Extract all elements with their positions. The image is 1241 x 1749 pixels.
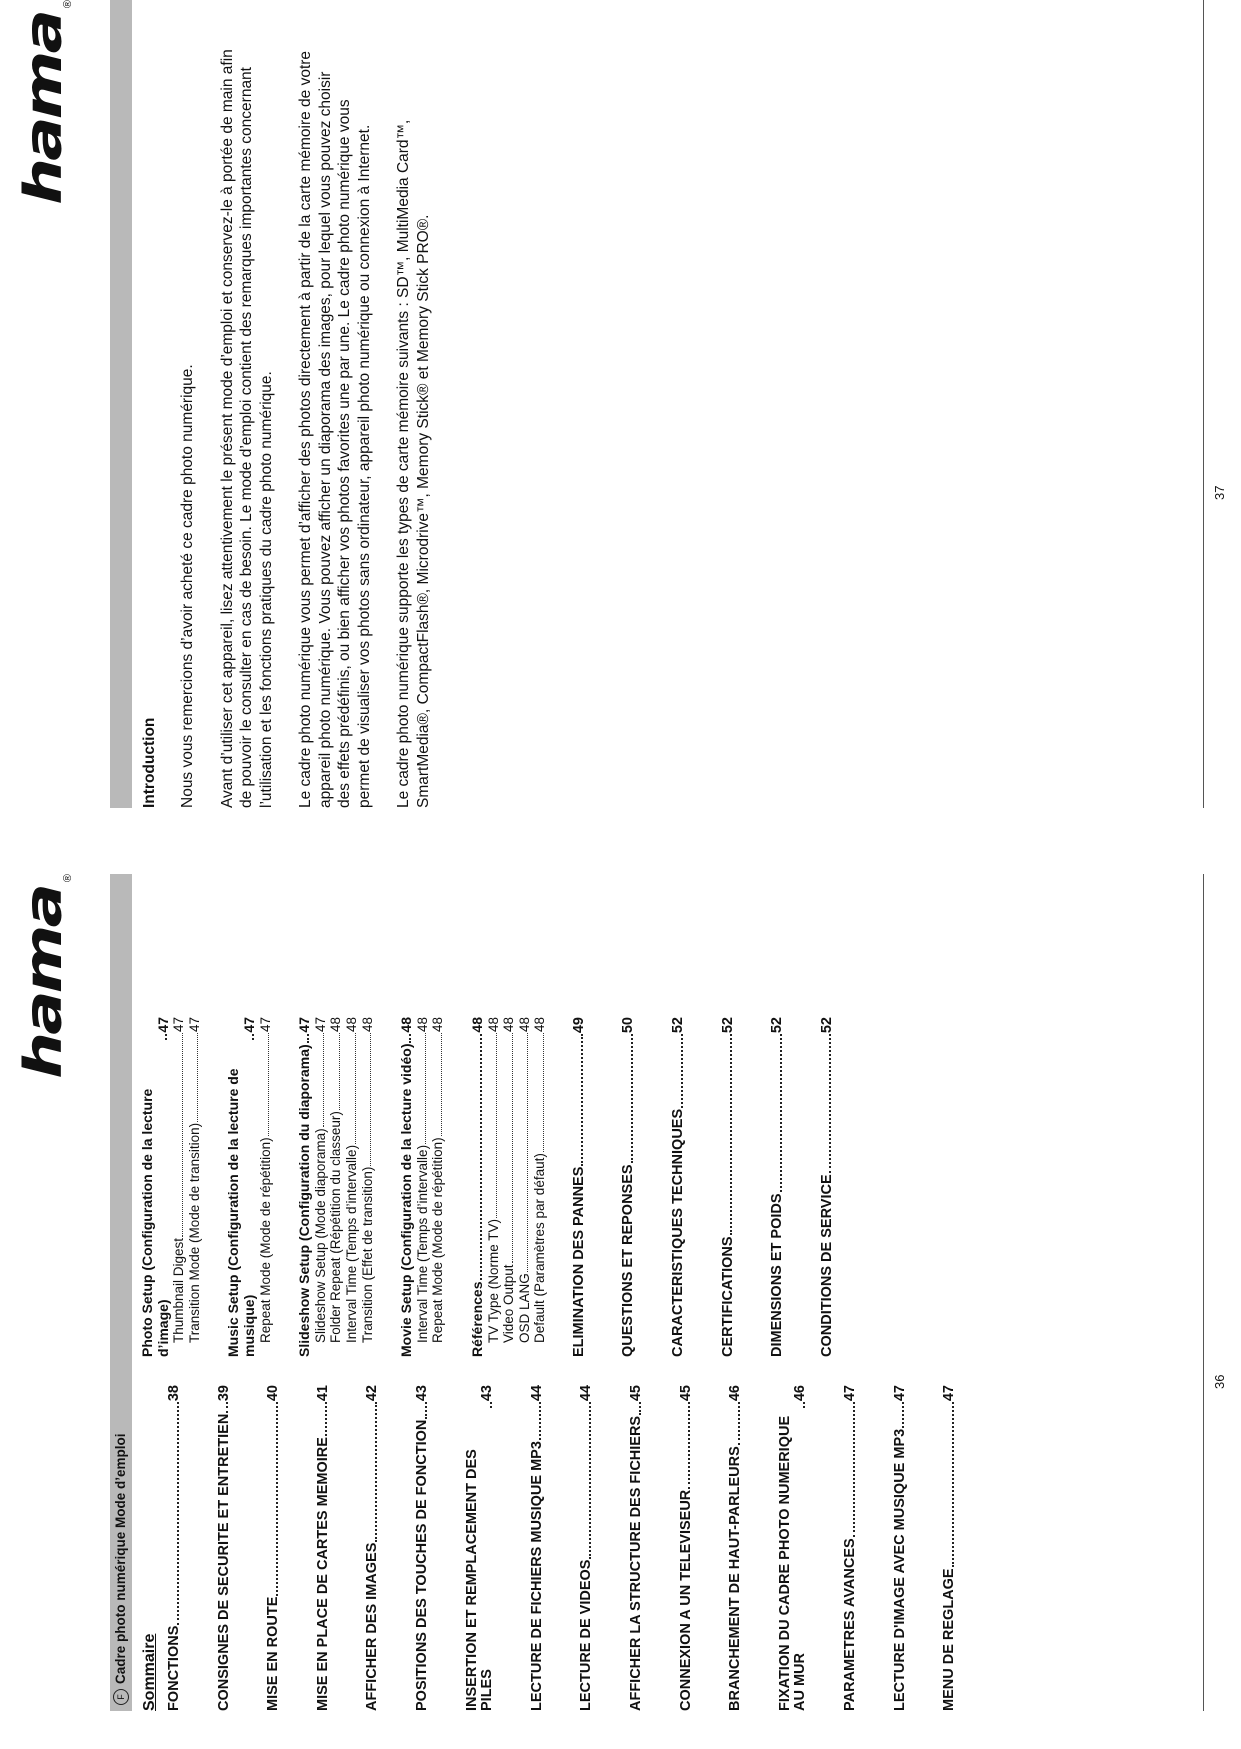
dot-leader <box>581 1034 583 1165</box>
toc-group-heading <box>470 1017 486 1357</box>
toc-entry-title: CERTIFICATIONS <box>719 1236 736 1357</box>
toc-entry-title: MISE EN ROUTE <box>265 1596 282 1711</box>
toc-subentry <box>532 1017 548 1357</box>
toc-entry-title: CONDITIONS DE SERVICE <box>818 1174 835 1357</box>
toc-page-number: 45 <box>677 1385 694 1402</box>
dot-leader <box>902 1402 904 1428</box>
toc-entry <box>629 1385 645 1711</box>
toc-page-number: 39 <box>215 1385 232 1402</box>
toc-entry <box>679 1385 695 1711</box>
dot-leader <box>323 1033 324 1127</box>
dot-leader <box>681 1034 683 1108</box>
dot-leader <box>325 1402 327 1436</box>
toc-entry-title: POSITIONS DES TOUCHES DE FONCTION <box>413 1419 430 1711</box>
dot-leader <box>425 1033 426 1144</box>
toc-entry-title: OSD LANG <box>516 1273 532 1343</box>
toc-group <box>470 1017 548 1357</box>
dot-leader <box>355 1033 356 1144</box>
toc-entry-title: Interval Time (Temps d’intervalle) <box>343 1144 359 1343</box>
hama-logo: hama <box>13 886 74 1079</box>
intro-paragraph: Le cadre photo numérique supporte les types de carte mémoire suivants : SD™, MultiMedia Card™, SmartMedia®, CompactFlash®, Microdrive™, Memory Stick® et Memory Stick PRO®. <box>395 119 432 808</box>
toc-page-number: 52 <box>719 1017 736 1034</box>
toc-subentry <box>430 1017 446 1357</box>
toc-entry-title: Thumbnail Digest <box>171 1237 187 1343</box>
toc-page-number: 47 <box>240 1017 257 1033</box>
toc-entry <box>530 1385 546 1711</box>
toc-entry-title: AFFICHER LA STRUCTURE DES FICHIERS <box>627 1415 644 1711</box>
header-bar <box>110 874 132 1711</box>
toc-entry-title: FIXATION DU CADRE PHOTO NUMERIQUE AU MUR <box>776 1415 809 1711</box>
toc-entry <box>167 1385 183 1711</box>
toc-entry-title: FONCTIONS <box>166 1625 182 1711</box>
toc-page-number: 48 <box>430 1017 446 1033</box>
page-number: 37 <box>1212 485 1227 500</box>
toc-entry-title: INSERTION ET REMPLACEMENT DES PILES <box>463 1449 496 1711</box>
dot-leader <box>780 1034 782 1192</box>
toc-entry <box>316 1385 332 1711</box>
dot-leader <box>177 1402 179 1624</box>
toc-page-number: 49 <box>570 1017 587 1034</box>
right-page <box>0 0 1241 874</box>
toc-group-heading <box>226 1017 257 1357</box>
toc-page-number: 40 <box>265 1385 282 1402</box>
toc-subentry <box>171 1017 187 1357</box>
toc-page-number: 48 <box>516 1017 532 1033</box>
dot-leader <box>952 1402 954 1567</box>
toc-entry-title: Video Output <box>501 1264 517 1343</box>
toc-page-number: 48 <box>468 1017 485 1033</box>
toc-entry <box>843 1385 859 1711</box>
dot-leader <box>688 1402 690 1489</box>
dot-leader <box>375 1402 377 1541</box>
dot-leader <box>730 1034 732 1235</box>
toc-page-number: 47 <box>841 1385 858 1402</box>
toc-page-number: 47 <box>941 1385 958 1402</box>
toc-page-number: 43 <box>413 1385 430 1402</box>
dot-leader <box>490 1402 492 1408</box>
toc-entry <box>778 1385 809 1711</box>
toc-entry-title: Repeat Mode (Mode de répétition) <box>257 1137 273 1343</box>
toc-page-number: 52 <box>670 1017 687 1034</box>
toc-page-number: 46 <box>792 1385 809 1402</box>
toc-entry <box>621 1017 637 1357</box>
toc-entry-title: Repeat Mode (Mode de répétition) <box>430 1137 446 1343</box>
registered-mark-icon: ® <box>62 874 74 883</box>
toc-page-number: 44 <box>578 1385 595 1402</box>
toc-page-number: 47 <box>171 1017 187 1033</box>
dot-leader <box>252 1034 254 1040</box>
toc-entry-title: Photo Setup (Configuration de la lecture d’image) <box>139 1088 171 1357</box>
toc-entry <box>721 1017 737 1357</box>
toc-entry-title: PARAMETRES AVANCES <box>841 1538 858 1711</box>
toc-entry <box>728 1385 744 1711</box>
toc-entry <box>465 1385 496 1711</box>
toc-page-number: 47 <box>257 1017 273 1033</box>
toc-subentry <box>486 1017 502 1357</box>
toc-page-number: 48 <box>414 1017 430 1033</box>
toc-page-number: 43 <box>479 1385 496 1402</box>
header-bar <box>110 0 132 808</box>
toc-column-right <box>140 1017 869 1357</box>
toc-entry-title: Transition (Effet de transition) <box>359 1166 375 1343</box>
page-number: 36 <box>1212 1374 1227 1389</box>
hama-logo: hama <box>13 12 74 205</box>
dot-leader <box>539 1402 541 1440</box>
toc-entry <box>365 1385 381 1711</box>
toc-group <box>399 1017 446 1357</box>
dot-leader <box>165 1034 167 1040</box>
toc-group <box>140 1017 202 1357</box>
dot-leader <box>589 1402 591 1558</box>
dot-leader <box>512 1033 513 1263</box>
toc-group <box>297 1017 375 1357</box>
toc-entry-title: Interval Time (Temps d’intervalle) <box>414 1144 430 1343</box>
toc-page-number: 47 <box>312 1017 328 1033</box>
toc-page-number: 47 <box>154 1017 171 1033</box>
toc-group <box>226 1017 273 1357</box>
toc-entry-title: Slideshow Setup (Configuration du diaporama) <box>296 1044 313 1357</box>
toc-page-number: 50 <box>620 1017 637 1034</box>
toc-entry-title: CONSIGNES DE SECURITE ET ENTRETIEN <box>215 1413 232 1711</box>
toc-entry <box>579 1385 595 1711</box>
toc-subentry <box>415 1017 431 1357</box>
toc-page-number: 47 <box>186 1017 202 1033</box>
dot-leader <box>853 1402 855 1537</box>
toc-column-left <box>140 1385 992 1711</box>
toc-entry-title: Slideshow Setup (Mode diaporama) <box>312 1128 328 1343</box>
toc-page-number: 48 <box>485 1017 501 1033</box>
toc-entry-title: MENU DE REGLAGE <box>941 1568 958 1711</box>
toc-entry-title: LECTURE D'IMAGE AVEC MUSIQUE MP3 <box>891 1428 908 1711</box>
toc-subentry <box>258 1017 274 1357</box>
toc-entry-title: Références <box>468 1281 485 1357</box>
toc-subentry <box>187 1017 203 1357</box>
dot-leader <box>276 1402 278 1595</box>
dot-leader <box>631 1034 633 1163</box>
dot-leader <box>441 1033 442 1136</box>
toc-entry-title: DIMENSIONS ET POIDS <box>769 1193 786 1357</box>
toc-subentry <box>501 1017 517 1357</box>
toc-entry <box>770 1017 786 1357</box>
toc-page-number: 41 <box>314 1385 331 1402</box>
dot-leader <box>639 1402 641 1415</box>
toc-entry-title: CARACTERISTIQUES TECHNIQUES <box>670 1108 687 1357</box>
toc-page-number: 47 <box>296 1017 313 1033</box>
dot-leader <box>829 1034 831 1173</box>
toc-group-heading <box>399 1017 415 1357</box>
dot-leader <box>339 1033 340 1110</box>
summary-title: Sommaire <box>141 1633 158 1711</box>
toc-entry-title: CONNEXION A UN TELEVISEUR <box>677 1489 694 1711</box>
toc-page-number: 38 <box>166 1385 182 1402</box>
intro-paragraph: Avant d’utiliser cet appareil, lisez attentivement le présent mode d’emploi et conservez-le à portée de main afin de pouvoir le consulter en cas de besoin. Le mode d’emploi contient des remarques importantes concernant l’utilisation et les fonctions pratiques du cadre photo numérique. <box>218 49 275 808</box>
dot-leader <box>543 1033 544 1152</box>
registered-mark-icon: ® <box>62 0 74 9</box>
toc-entry-title: Transition Mode (Mode de transition) <box>186 1122 202 1343</box>
toc-entry-title: Folder Repeat (Répétition du classeur) <box>328 1111 344 1343</box>
toc-entry <box>820 1017 836 1357</box>
toc-entry-title: ELIMINATION DES PANNES <box>570 1166 587 1357</box>
toc-page-number: 48 <box>359 1017 375 1033</box>
intro-paragraph: Nous vous remercions d’avoir acheté ce cadre photo numérique. <box>179 364 196 808</box>
toc-page-number: 47 <box>891 1385 908 1402</box>
toc-entry <box>415 1385 431 1711</box>
toc-subentry <box>344 1017 360 1357</box>
dot-leader <box>425 1402 427 1418</box>
toc-subentry <box>517 1017 533 1357</box>
toc-page-number: 44 <box>528 1385 545 1402</box>
toc-page-number: 52 <box>818 1017 835 1034</box>
toc-entry <box>893 1385 909 1711</box>
dot-leader <box>409 1034 411 1043</box>
dot-leader <box>496 1033 497 1218</box>
toc-subentry <box>313 1017 329 1357</box>
toc-entry-title: MISE EN PLACE DE CARTES MEMOIRE <box>314 1437 331 1711</box>
dot-leader <box>803 1402 805 1408</box>
toc-entry-title: TV Type (Norme TV) <box>485 1218 501 1343</box>
toc-group-heading <box>297 1017 313 1357</box>
intro-title: Introduction <box>141 717 158 808</box>
toc-entry <box>266 1385 282 1711</box>
dot-leader <box>268 1033 269 1136</box>
dot-leader <box>738 1402 740 1445</box>
language-badge-icon: F <box>113 1689 129 1705</box>
toc-page-number: 52 <box>769 1017 786 1034</box>
dot-leader <box>527 1033 528 1272</box>
left-page <box>0 874 1241 1749</box>
dot-leader <box>226 1402 228 1413</box>
introduction-section <box>140 48 453 808</box>
footer-rule <box>1203 0 1204 808</box>
toc-entry-title: AFFICHER DES IMAGES <box>364 1542 381 1711</box>
toc-entry <box>671 1017 687 1357</box>
toc-entry <box>572 1017 588 1357</box>
toc-page-number: 48 <box>501 1017 517 1033</box>
dot-leader <box>197 1033 198 1122</box>
toc-subentry <box>328 1017 344 1357</box>
toc-page-number: 48 <box>343 1017 359 1033</box>
toc-entry-title: Default (Paramètres par défaut) <box>532 1153 548 1343</box>
toc-page-number: 46 <box>727 1385 744 1402</box>
dot-leader <box>182 1033 183 1237</box>
toc-entry-title: BRANCHEMENT DE HAUT-PARLEURS <box>727 1446 744 1711</box>
toc-entry <box>217 1385 233 1711</box>
toc-group-heading <box>140 1017 171 1357</box>
header-title: Cadre photo numérique Mode d’emploi <box>113 1433 128 1684</box>
toc-entry-title: Music Setup (Configuration de la lecture de musique) <box>225 1068 257 1357</box>
dot-leader <box>307 1034 309 1044</box>
dot-leader <box>480 1034 482 1281</box>
toc-page-number: 48 <box>328 1017 344 1033</box>
footer-rule <box>1203 874 1204 1711</box>
toc-entry-title: LECTURE DE FICHIERS MUSIQUE MP3 <box>528 1441 545 1711</box>
toc-entry-title: QUESTIONS ET REPONSES <box>620 1164 637 1357</box>
toc-page-number: 45 <box>627 1385 644 1402</box>
toc-page-number: 48 <box>532 1017 548 1033</box>
intro-paragraph: Le cadre photo numérique vous permet d’afficher des photos directement à partir de la carte mémoire de votre appareil photo numérique. Vous pouvez afficher un diaporama des images, pour lequel vous pouvez choisir des effets prédéfinis, ou bien afficher vos photos favorites une par une. Le cadre photo numérique vous permet de visualiser vos photos sans ordinateur, appareil photo numérique ou connexion à Internet. <box>297 50 373 808</box>
toc-page-number: 48 <box>398 1017 415 1033</box>
toc-entry-title: LECTURE DE VIDEOS <box>578 1559 595 1711</box>
dot-leader <box>370 1033 371 1166</box>
toc-subentry <box>360 1017 376 1357</box>
toc-entry-title: Movie Setup (Configuration de la lecture vidéo) <box>398 1043 415 1357</box>
toc-entry <box>942 1385 958 1711</box>
toc-page-number: 42 <box>364 1385 381 1402</box>
